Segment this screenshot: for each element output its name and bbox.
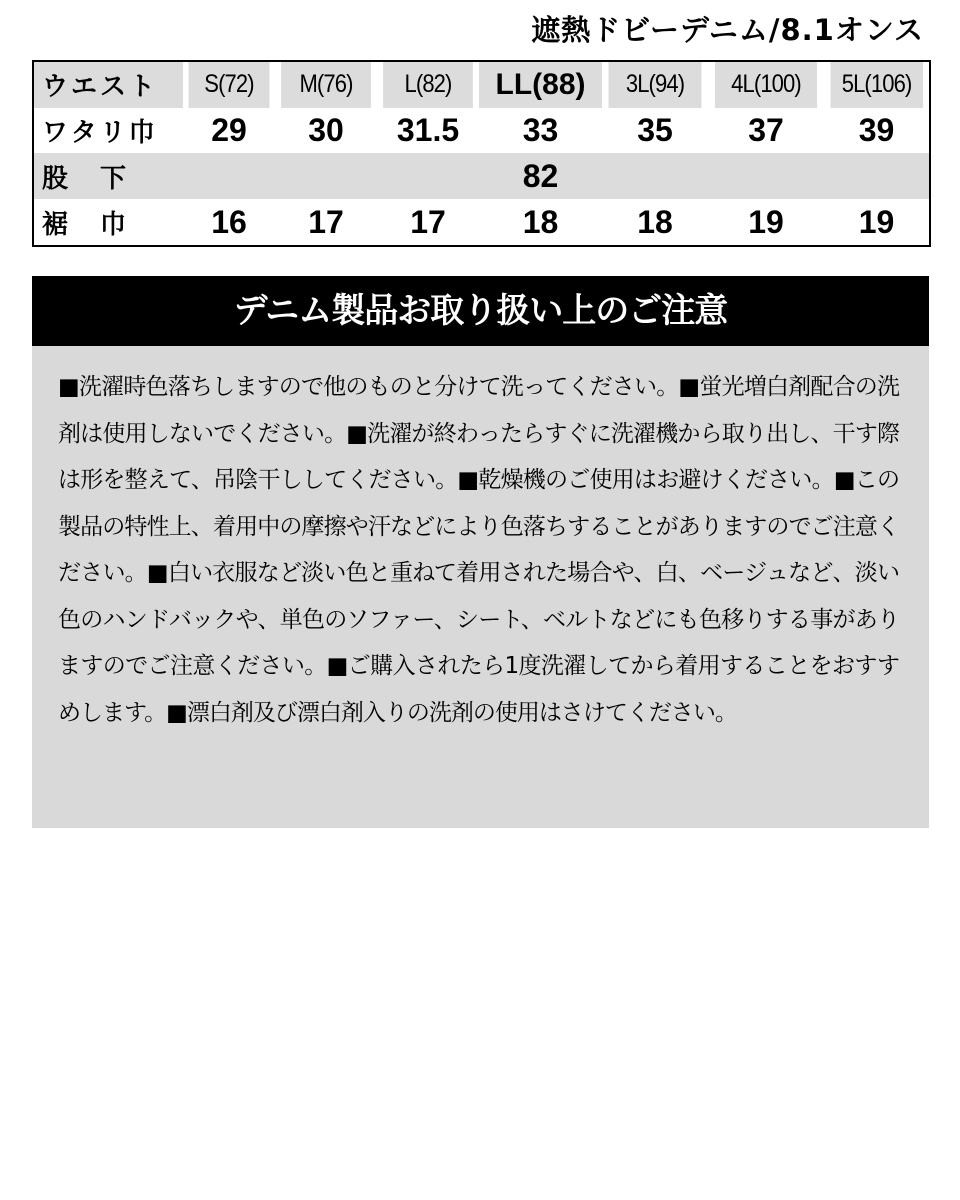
thigh-m: 30 (308, 112, 344, 149)
care-notice-title: デニム製品お取り扱い上のご注意 (32, 276, 929, 346)
thigh-row (33, 108, 930, 154)
inseam-empty-5 (708, 153, 824, 199)
hem-ll: 18 (522, 203, 559, 240)
thigh-5l: 39 (858, 112, 895, 149)
thigh-s: 29 (211, 112, 247, 149)
inseam-empty-2 (275, 153, 377, 199)
size-5l: 5L(106) (830, 61, 923, 108)
hem-s: 16 (211, 203, 247, 240)
size-l: L(82) (383, 61, 473, 108)
thigh-3l: 35 (637, 112, 673, 149)
size-4l: 4L(100) (715, 61, 817, 108)
hem-5l: 19 (858, 203, 895, 240)
inseam-label: 股 下 (33, 153, 183, 199)
waist-row (33, 61, 930, 108)
material-title: 遮熱ドビーデニム/8.1オンス (531, 13, 924, 47)
hem-3l: 18 (637, 203, 673, 240)
size-ll: LL(88) (479, 61, 602, 108)
waist-label: ウエスト (33, 61, 183, 108)
size-table (32, 60, 931, 247)
inseam-empty-6 (824, 153, 930, 199)
hem-m: 17 (308, 203, 344, 240)
inseam-value: 82 (479, 153, 602, 199)
inseam-empty-1 (183, 153, 275, 199)
inseam-empty-3 (377, 153, 479, 199)
thigh-ll: 33 (522, 112, 559, 149)
thigh-l: 31.5 (396, 112, 460, 149)
hem-label: 裾 巾 (42, 209, 130, 240)
hem-l: 17 (410, 203, 446, 240)
inseam-empty-4 (602, 153, 708, 199)
thigh-label: ワタリ巾 (42, 118, 158, 149)
inseam-row (33, 153, 930, 199)
size-3l: 3L(94) (608, 61, 701, 108)
hem-row (33, 199, 930, 246)
care-notice-text: ■洗濯時色落ちしますので他のものと分けて洗ってください。■蛍光増白剤配合の洗剤は使用しないでください。■洗濯が終わったらすぐに洗濯機から取り出し、干す際は形を整えて、吊陰干ししてください。■乾燥機のご使用はお避けください。■この製品の特性上、着用中の摩擦や汗などにより色落ちすることがありますのでご注意ください。■白い衣服など淡い色と重ねて着用された場合や、白、ベージュなど、淡い色のハンドバックや、単色のソファー、シート、ベルトなどにも色移りする事がありますのでご注意ください。■ご購入されたら1度洗濯してから着用することをおすすめします。■漂白剤及び漂白剤入りの洗剤の使用はさけてください。 (58, 374, 899, 726)
hem-4l: 19 (748, 203, 784, 240)
size-m: M(76) (281, 61, 371, 108)
care-notice-panel (32, 276, 929, 828)
thigh-4l: 37 (748, 112, 784, 149)
size-s: S(72) (189, 61, 270, 108)
